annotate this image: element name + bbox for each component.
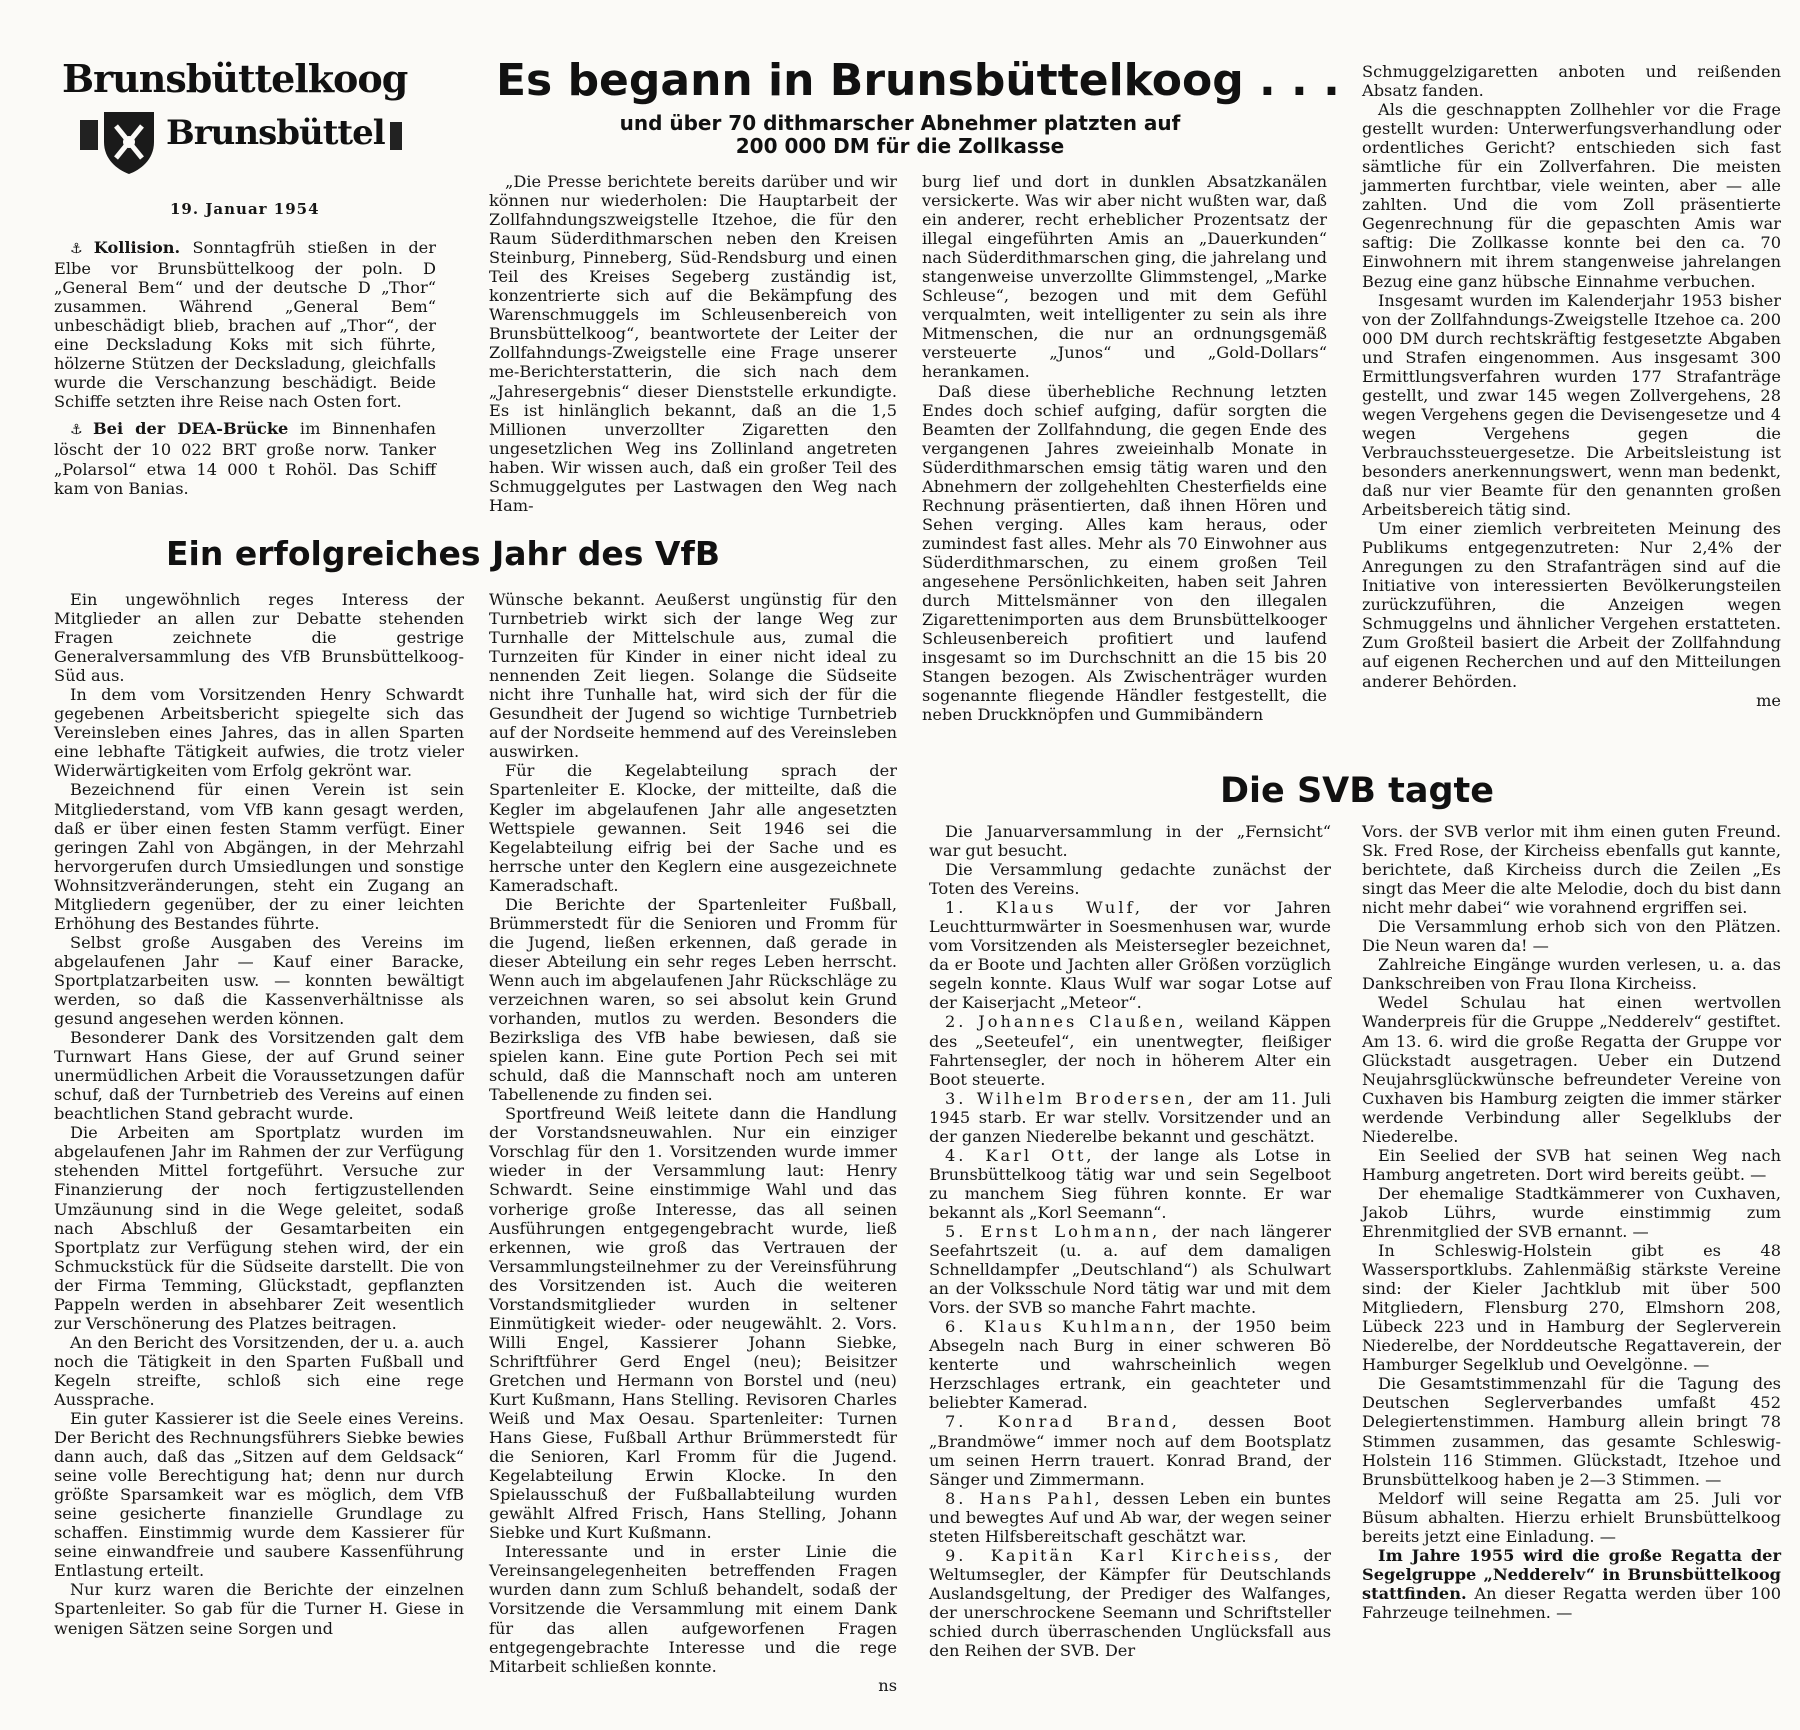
issue-date: 19. Januar 1954 xyxy=(170,200,320,218)
obituary-item: 1. Klaus Wulf, der vor Jahren Leuchtturmwärter in Soesmenhusen war, wurde vom Vorsitzenden als Meistersegler bezeichnet, da er Boote und Jachten aller Größen vorzüglich segeln konnte. Klaus Wulf war sogar Lotse auf der Kaiserjacht „Meteor“. xyxy=(929,898,1331,1013)
svb-column-2 xyxy=(1362,822,1781,1622)
paragraph: In Schleswig-Holstein gibt es 48 Wassersportklubs. Zahlenmäßig stärkste Vereine sind: der Kieler Jachtklub mit über 500 Mitgliedern, Flensburg 270, Elmshorn 208, Lübeck 223 und in Hamburg der Seglerverein Niederelbe, der Norddeutsche Regattaverein, der Hamburger Segelklub und Oevelgönne. — xyxy=(1362,1241,1781,1375)
paragraph: Der ehemalige Stadtkämmerer von Cuxhaven, Jakob Lührs, wurde einstimmig zum Ehrenmitglied der SVB ernannt. — xyxy=(1362,1183,1781,1241)
obituary-item: 9. Kapitän Karl Kircheiss, der Weltumsegler, der Kämpfer für Deutschlands Auslandsgeltung, der Prediger des Walfanges, der unerschrockene Seemann und Schriftsteller schied durch überraschenden Unglücksfall aus den Reihen der SVB. Der xyxy=(929,1545,1332,1661)
zoll-column-2 xyxy=(922,172,1327,724)
paragraph: Besonderer Dank des Vorsitzenden galt dem Turnwart Hans Giese, der auf Grund seiner unermüdlichen Arbeit die Voraussetzungen dafür schuf, daß der Turnbetrieb des Vereins auf einen beachtlichen Stand gebracht wurde. xyxy=(54,1028,464,1124)
zoll-subheadline xyxy=(560,112,1240,158)
zoll-subheadline-line: 200 000 DM für die Zollkasse xyxy=(735,134,1065,158)
masthead-subtitle: Brunsbüttel xyxy=(166,113,385,153)
zoll-subheadline-line: und über 70 dithmarscher Abnehmer platzten auf xyxy=(619,111,1181,135)
notice-text: Sonntagfrüh stießen in der Elbe vor Brunsbüttelkoog der poln. D „General Bem“ und der deutsche D „Thor“ zusammen. Während „General Bem“ unbeschädigt blieb, brachen auf „Thor“, der eine Decksladung Koks mit sich führte, hölzerne Stützen der Decksladung, gleichfalls wurde die Verschanzung beschädigt. Beide Schiffe setzten ihre Reise nach Osten fort. xyxy=(54,238,436,412)
paragraph: Insgesamt wurden im Kalenderjahr 1953 bisher von der Zollfahndungs-Zweigstelle Itzehoe ca. 200 000 DM durch rechtskräftig festgesetzte Abgaben und Strafen eingenommen. Aus insgesamt 300 Ermittlungsverfahren wurden 177 Strafanträge gestellt, und zwar 145 wegen Zollvergehens, 28 wegen Vergehens gegen die Devisengesetze und 4 wegen Vergehens gegen die Verbrauchssteuergesetze. Die Arbeitsleistung ist besonders anerkennungswert, wenn man bedenkt, daß nur vier Beamte für den genannten großen Arbeitsbereich tätig sind. xyxy=(1362,290,1781,520)
paragraph: burg lief und dort in dunklen Absatzkanälen versickerte. Was wir aber nicht wußten war, daß ein anderer, recht erheblicher Prozentsatz der illegal eingeführten Amis an „Dauerkunden“ nach Süderdithmarschen ging, die jahrelang und stangenweise unverzollte Glimmstengel, „Marke Schleuse“, bezogen und mit dem Gefühl verqualmten, weit intelligenter zu sein als ihre Mitmenschen, die nur an ordnungsgemäß versteuerte „Junos“ und „Gold-Dollars“ herankamen. xyxy=(922,172,1327,382)
obituary-item: 5. Ernst Lohmann, der nach längerer Seefahrtszeit (u. a. auf dem damaligen Schnelldampfer „Deutschland“) als Schulwart an der Volksschule Nord tätig war und mit dem Vors. der SVB so manche Fahrt machte. xyxy=(929,1221,1332,1318)
paragraph: Die Versammlung gedachte zunächst der Toten des Vereins. xyxy=(929,860,1331,899)
paragraph: Vors. der SVB verlor mit ihm einen guten Freund. Sk. Fred Rose, der Kircheiss ebenfalls gut kannte, berichtete, daß Kircheiss durch die Zeilen „Es singt das Meer die alte Melodie, doch du bist dann nicht mehr dabei“ wie vorahnend ergriffen sei. xyxy=(1362,822,1781,918)
notice-lead: Kollision. xyxy=(93,238,181,257)
paragraph: Um einer ziemlich verbreiteten Meinung des Publikums entgegenzutreten: Nur 2,4% der Anregungen zu den Strafanträgen sind auf die Initiative von interessierten Bevölkerungsteilen zurückzuführen, die Anzeigen wegen Schmuggelns und ähnlicher Vergehen erstatteten. Zum Großteil basiert die Arbeit der Zollfahndung auf eigenen Recherchen und auf den Mitteilungen anderer Behörden. xyxy=(1362,519,1781,691)
local-notices xyxy=(54,238,436,498)
paragraph: Die Januarversammlung in der „Fernsicht“ war gut besucht. xyxy=(929,822,1331,861)
masthead-bar-right xyxy=(390,122,402,150)
obituary-item: 6. Klaus Kuhlmann, der 1950 beim Absegeln nach Burg in einer schweren Bö kenterte und wahrscheinlich wegen Herzschlages ertrank, ein geachteter und beliebter Kamerad. xyxy=(929,1317,1332,1413)
paragraph: Meldorf will seine Regatta am 25. Juli vor Büsum abhalten. Hierzu erhielt Brunsbüttelkoog bereits jetzt eine Einladung. — xyxy=(1362,1488,1781,1546)
svb-headline: Die SVB tagte xyxy=(1220,771,1495,811)
ship-icon: ⚓ xyxy=(70,241,90,257)
paragraph: Für die Kegelabteilung sprach der Spartenleiter E. Klocke, der mitteilte, daß die Kegler im abgelaufenen Jahr alle angesetzten Wettspiele gewannen. Seit 1946 sei die Kegelabteilung eifrig bei der Sache und es herrsche unter den Keglern eine ausgezeichnete Kameradschaft. xyxy=(489,761,897,895)
paragraph: Selbst große Ausgaben des Vereins im abgelaufenen Jahr — Kauf einer Baracke, Sportplatzarbeiten usw. — konnten bewältigt werden, so daß die Kassenverhältnisse als gesund angesehen werden können. xyxy=(54,932,464,1029)
paragraph: Interessante und in erster Linie die Vereinsangelegenheiten betreffenden Fragen wurden dann zum Schluß behandelt, sodaß der Vorsitzende die Versammlung mit einem Dank für das allen aufgeworfenen Fragen entgegengebrachte Interesse und die rege Mitarbeit schließen konnte. xyxy=(489,1542,897,1676)
zoll-headline: Es begann in Brunsbüttelkoog . . . xyxy=(496,55,1340,106)
paragraph: Als die geschnappten Zollhehler vor die Frage gestellt wurden: Unterwerfungsverhandlung oder ordentliches Gericht? entschieden sich fast sämtliche für ein Zollverfahren. Die meisten jammerten furchtbar, viele weinten, aber — alle zahlten. Und die vom Zoll präsentierte Gegenrechnung für die gepaschten Amis war saftig: Die Zollkasse konnte bei den ca. 70 Einwohnern mit ihrem stangenweise jahrelangen Bezug eine ganz hübsche Einnahme verbuchen. xyxy=(1362,100,1781,291)
obituary-item: 3. Wilhelm Brodersen, der am 11. Juli 1945 starb. Er war stellv. Vorsitzender und an der ganzen Niederelbe bekannt und geschätzt. xyxy=(929,1088,1331,1146)
town-crest-icon xyxy=(100,108,158,176)
masthead-title: Brunsbüttelkoog xyxy=(62,56,408,101)
paragraph: Ein guter Kassierer ist die Seele eines Vereins. Der Bericht des Rechnungsführers Siebke bewies dann auch, daß das „Sitzen auf dem Geldsack“ seine volle Berechtigung hat; denn nur durch größte Sparsamkeit war es möglich, dem VfB seine gesicherte finanzielle Grundlage zu schaffen. Einstimmig wurde dem Kassierer für seine einwandfreie und saubere Kassenführung Entlastung erteilt. xyxy=(54,1409,464,1581)
paragraph: Sportfreund Weiß leitete dann die Handlung der Vorstandsneuwahlen. Nur ein einziger Vorschlag für den 1. Vorsitzenden wurde immer wieder in der Versammlung laut: Henry Schwardt. Seine einstimmige Wahl und das vorherige große Interesse, das all seinen Ausführungen entgegengebracht wurde, ließ erkennen, wie groß das Vertrauen der Versammlungsteilnehmer zu der Vereinsführung des Vorsitzenden ist. Auch die weiteren Vorstandsmitglieder wurden in seltener Einmütigkeit wieder- oder neugewählt. 2. Vors. Willi Engel, Kassierer Johann Siebke, Schriftführer Gerd Engel (neu); Beisitzer Gretchen und Hermann von Borstel und (neu) Kurt Kußmann, Hans Stelling. Revisoren Charles Weiß und Max Oesau. Spartenleiter: Turnen Hans Giese, Fußball Arthur Brümmerstedt für die Senioren, Karl Fromm für die Jugend. Kegelabteilung Erwin Klocke. In den Spielausschuß der Fußballabteilung wurden gewählt Alfred Frisch, Hans Stelling, Johann Siebke und Kurt Kußmann. xyxy=(489,1104,897,1543)
obituary-item: 4. Karl Ott, der lange als Lotse in Brunsbüttelkoog tätig war und sein Segelboot zu manchem Sieg führen konnte. Er war bekannt als „Korl Seemann“. xyxy=(929,1145,1331,1222)
paragraph: Die Versammlung erhob sich von den Plätzen. Die Neun waren da! — xyxy=(1362,917,1781,956)
obituary-item: 8. Hans Pahl, dessen Leben ein buntes und bewegtes Auf und Ab war, der wegen seiner steten Hilfsbereitschaft geschätzt war. xyxy=(929,1488,1331,1546)
paragraph: An den Bericht des Vorsitzenden, der u. a. auch noch die Tätigkeit in den Sparten Fußball und Kegeln streifte, schloß sich eine rege Aussprache. xyxy=(54,1332,464,1409)
paragraph: Im Jahre 1955 wird die große Regatta der Segelgruppe „Nedderelv“ in Brunsbüttelkoog stattfinden. An dieser Regatta werden über 100 Fahrzeuge teilnehmen. — xyxy=(1362,1545,1781,1622)
paragraph: „Die Presse berichtete bereits darüber und wir können nur wiederholen: Die Hauptarbeit der Zollfahndungszweigstelle Itzehoe, die für den Raum Süderdithmarschen neben den Kreisen Steinburg, Pinneberg, Süd-Rendsburg und einen Teil des Kreises Segeberg zuständig ist, konzentrierte sich auf die Bekämpfung des Warenschmuggels im Schleusenbereich von Brunsbüttelkoog“, beantwortete der Leiter der Zollfahndungs-Zweigstelle eine Frage unserer me-Berichterstatterin, die sich nach dem „Jahresergebnis“ dieser Dienststelle erkundigte. Es ist hinlänglich bekannt, daß an die 1,5 Millionen unverzollter Zigaretten den ungesetzlichen Weg ins Zollinland angetreten haben. Wir wissen auch, daß ein großer Teil des Schmuggelgutes per Lastwagen den Weg nach Ham- xyxy=(489,172,897,515)
notice-lead: Bei der DEA-Brücke xyxy=(92,419,289,439)
paragraph: Ein Seelied der SVB hat seinen Weg nach Hamburg angetreten. Dort wird bereits geübt. — xyxy=(1362,1145,1781,1184)
paragraph: Wünsche bekannt. Aeußerst ungünstig für den Turnbetrieb wirkt sich der lange Weg zur Turnhalle der Mittelschule aus, zumal die Turnzeiten für Kinder in einer nicht ideal zu nennenden Zeit liegen. Solange die Südseite nicht ihre Tunhalle hat, wird sich der für die Gesundheit der Jugend so wichtige Turnbetrieb auf der Nordseite hemmend auf des Vereinsleben auswirken. xyxy=(489,590,897,762)
masthead-bar-left xyxy=(80,120,98,150)
paragraph: Daß diese überhebliche Rechnung letzten Endes doch schief aufging, dafür sorgten die Beamten der Zollfahndung, die gegen Ende des vergangenen Jahres zweieinhalb Monate in Süderdithmarschen emsig tätig waren und den Abnehmern der zollgehehlten Chesterfields eine Rechnung präsentierten, daß ihnen Hören und Sehen verging. Alles kam heraus, oder zumindest fast alles. Mehr als 70 Einwohner aus Süderdithmarschen, zu einem großen Teil angesehene Persönlichkeiten, haben seit Jahren durch Mittelsmänner von den illegalen Zigarettenimporten aus dem Brunsbüttelkooger Schleusenbereich profitiert und laufend insgesamt so im Durchschnitt an die 15 bis 20 Stangen bezogen. Als Zwischenträger wurden sogenannte fliegende Händler festgestellt, die neben Druckknöpfen und Gummibändern xyxy=(922,381,1327,725)
vfb-column-2 xyxy=(489,590,897,1695)
notice-text: im Binnenhafen löscht der 10 022 BRT große norw. Tanker „Polarsol“ etwa 14 000 t Rohöl. Das Schiff kam von Banias. xyxy=(54,419,436,498)
paragraph: Bezeichnend für einen Verein ist sein Mitgliederstand, vom VfB kann gesagt werden, daß er über einen festen Stamm verfügt. Einer geringen Zahl von Abgängen, in der Mehrzahl hervorgerufen durch Umsiedlungen und sonstige Wohnsitzveränderungen, steht ein Zugang an Mitgliedern gegenüber, der zu einer leichten Erhöhung des Bestandes führte. xyxy=(54,780,464,933)
paragraph: Die Berichte der Spartenleiter Fußball, Brümmerstedt für die Senioren und Fromm für die Jugend, ließen erkennen, daß gerade in dieser Abteilung ein sehr reges Leben herrscht. Wenn auch im abgelaufenen Jahr Rückschläge zu verzeichnen waren, so sei absolut kein Grund vorhanden, mutlos zu werden. Besonders die Bezirksliga des VfB habe bewiesen, daß sie spielen kann. Eine gute Portion Pech sei mit schuld, daß die Mannschaft noch am unteren Tabellenende zu finden sei. xyxy=(489,894,897,1105)
vfb-headline: Ein erfolgreiches Jahr des VfB xyxy=(166,534,720,573)
author-signature: ns xyxy=(878,1675,897,1695)
zoll-column-1 xyxy=(489,172,897,515)
paragraph: Wedel Schulau hat einen wertvollen Wanderpreis für die Gruppe „Nedderelv“ gestiftet. Am 13. 6. wird die große Regatta der Gruppe vor Glückstadt ausgetragen. Ueber ein Dutzend Neujahrsglückwünsche befreundeter Vereine von Cuxhaven bis Hamburg zeigten die immer stärker werdende Verbindung aller Segelklubs der Niederelbe. xyxy=(1362,993,1781,1146)
author-signature: me xyxy=(1756,690,1781,710)
zoll-column-3 xyxy=(1362,62,1781,710)
paragraph: Nur kurz waren die Berichte der einzelnen Spartenleiter. So gab für die Turner H. Giese in wenigen Sätzen seine Sorgen und xyxy=(54,1580,464,1638)
ship-icon: ⚓ xyxy=(70,422,89,439)
paragraph: Schmuggelzigaretten anboten und reißenden Absatz fanden. xyxy=(1362,62,1781,101)
paragraph: Ein ungewöhnlich reges Interess der Mitglieder an allen zur Debatte stehenden Fragen zeichnete die gestrige Generalversammlung des VfB Brunsbüttelkoog-Süd aus. xyxy=(54,590,464,686)
paragraph: Die Arbeiten am Sportplatz wurden im abgelaufenen Jahr im Rahmen der zur Verfügung stehenden Mittel fortgeführt. Versuche zur Finanzierung der noch fertigzustellenden Umzäunung sind in die Wege geleitet, sodaß nach Abschluß der Gesamtarbeiten ein Sportplatz zur Verfügung stehen wird, der ein Schmuckstück für die Südseite darstellt. Die von der Firma Temming, Glückstadt, gepflanzten Pappeln werden in absehbarer Zeit wesentlich zur Verschönerung des Platzes beitragen. xyxy=(54,1123,464,1333)
obituary-item: 7. Konrad Brand, dessen Boot „Brandmöwe“ immer noch auf dem Bootsplatz um seinen Herrn trauert. Konrad Brand, der Sänger und Zimmermann. xyxy=(929,1412,1331,1489)
paragraph: In dem vom Vorsitzenden Henry Schwardt gegebenen Arbeitsbericht spiegelte sich das Vereinsleben eines Jahres, das in allen Sparten eine lebhafte Tätigkeit aufwies, die trotz vieler Widerwärtigkeiten vom Erfolg gekrönt war. xyxy=(54,685,464,781)
svb-column-1 xyxy=(929,822,1331,1660)
vfb-column-1 xyxy=(54,590,464,1638)
paragraph: Zahlreiche Eingänge wurden verlesen, u. a. das Dankschreiben von Frau Ilona Kircheiss. xyxy=(1362,955,1781,994)
paragraph: Die Gesamtstimmenzahl für die Tagung des Deutschen Seglerverbandes umfaßt 452 Delegiertenstimmen. Hamburg allein bringt 78 Stimmen zusammen, das gesamte Schleswig-Holstein 116 Stimmen. Glückstadt, Itzehoe und Brunsbüttelkoog haben je 2—3 Stimmen. — xyxy=(1362,1374,1781,1489)
obituary-item: 2. Johannes Claußen, weiland Käppen des „Seeteufel“, ein unentwegter, fleißiger Fahrtensegler, der noch in höherem Alter ein Boot steuerte. xyxy=(929,1012,1331,1089)
